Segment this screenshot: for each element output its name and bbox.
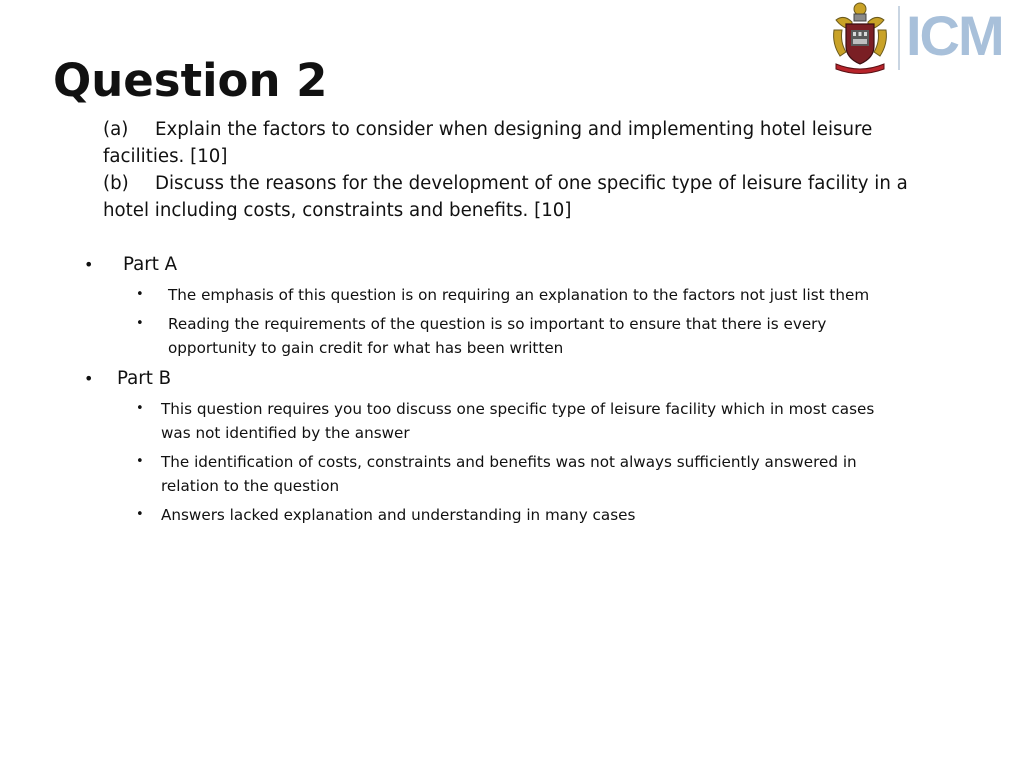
part-a-heading: Part A [123,254,178,275]
part-b-point-3-line-1: Answers lacked explanation and understanding in many cases [161,506,636,524]
coat-of-arms-crest-icon [830,0,890,76]
question-a-continuation: facilities. [10] [103,146,228,167]
question-prompts [103,116,933,224]
bullet-a2-icon: • [136,316,144,331]
part-b-heading: Part B [117,368,172,389]
question-b [103,170,933,197]
part-b-point-2-line-1: The identification of costs, constraints and benefits was not always sufficiently answered in [161,453,857,471]
bullet-part-b-icon: • [84,369,94,388]
part-a-point-1-line-1: The emphasis of this question is on requiring an explanation to the factors not just list them [168,286,870,304]
icm-logo [830,0,1024,76]
part-b-point-1-line-1: This question requires you too discuss one specific type of leisure facility which in most cases [161,400,875,418]
question-a [103,116,933,143]
part-b-point-2-line-2: relation to the question [161,477,340,495]
slide-title: Question 2 [53,54,328,107]
bullet-a1-icon: • [136,287,144,302]
part-a-point-2-line-2: opportunity to gain credit for what has been written [168,339,564,357]
logo-text: ICM [906,4,1003,67]
logo-divider [898,6,900,70]
question-b-marker: (b) [103,173,129,194]
question-a-marker: (a) [103,119,129,140]
bullet-b2-icon: • [136,454,144,469]
bullet-b3-icon: • [136,507,144,522]
part-b-point-1-line-2: was not identified by the answer [161,424,410,442]
question-b-continuation: hotel including costs, constraints and benefits. [10] [103,200,572,221]
question-b-text: Discuss the reasons for the development of one specific type of leisure facility in a [155,173,908,194]
bullet-b1-icon: • [136,401,144,416]
bullet-part-a-icon: • [84,255,94,274]
part-a-point-2-line-1: Reading the requirements of the question is so important to ensure that there is every [168,315,827,333]
question-a-text: Explain the factors to consider when designing and implementing hotel leisure [155,119,873,140]
